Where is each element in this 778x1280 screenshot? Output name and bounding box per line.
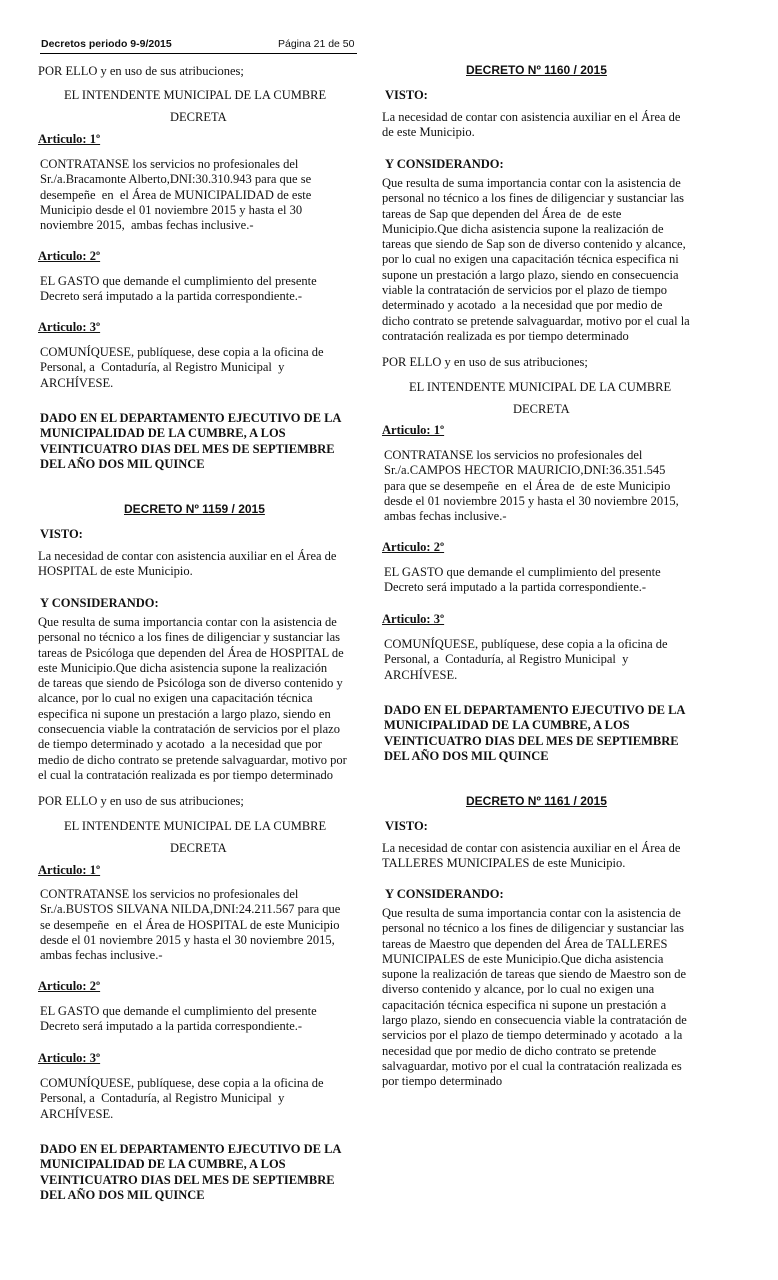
visto-label-1160: VISTO: xyxy=(385,88,428,102)
decreta-heading-2: DECRETA xyxy=(170,841,227,855)
article-3-text-1160: COMUNÍQUESE, publíquese, dese copia a la oficina de Personal, a Contaduría, al Registro Municipal y ARCHÍVESE. xyxy=(384,637,668,682)
intendente-heading: EL INTENDENTE MUNICIPAL DE LA CUMBRE xyxy=(64,88,327,102)
decreta-heading-1160: DECRETA xyxy=(513,402,570,416)
considerando-text-1161: Que resulta de suma importancia contar con la asistencia de personal no técnico a los fines de diligenciar y sustanciar las tareas de Maestro que dependen del Área de TALLERES MUNICIPALES de este Municipio.Que dicha asistencia supone la realización de tareas que siendo de Maestro son de diverso contenido y alcance, por lo cual no exigen una capacitación técnica especifica ni supone un prestación a largo plazo, siendo en consecuencia viable la contratación de servicios por el plazo de tiempo determinado y acotado a la necesidad que por medio de dicho contrato se pretende salvaguardar, motivo por el cual la contratación realizada es por tiempo determinado xyxy=(382,906,687,1089)
visto-text-1161: La necesidad de contar con asistencia auxiliar en el Área de TALLERES MUNICIPALES de este Municipio. xyxy=(382,841,681,871)
intendente-heading-2: EL INTENDENTE MUNICIPAL DE LA CUMBRE xyxy=(64,819,327,833)
considerando-block xyxy=(38,615,357,785)
considerando-label: Y CONSIDERANDO: xyxy=(40,596,159,610)
article-2-block-1160 xyxy=(384,565,702,597)
por-ello-text: POR ELLO y en uso de sus atribuciones; xyxy=(38,64,244,78)
article-3-block-1160 xyxy=(384,637,702,685)
visto-label: VISTO: xyxy=(40,527,83,541)
decree-1159-title: DECRETO Nº 1159 / 2015 xyxy=(124,502,265,516)
article-2-label-1160: Articulo: 2º xyxy=(382,540,445,554)
article-1-text-2: CONTRATANSE los servicios no profesionales del Sr./a.BUSTOS SILVANA NILDA,DNI:24.211.567 para que se desempeñe en el Área de HOSPITAL de este Municipio desde el 01 noviembre 2015 y hasta el 30 noviembre 2015, ambas fechas inclusive.- xyxy=(40,887,341,963)
article-1-text: CONTRATANSE los servicios no profesionales del Sr./a.Bracamonte Alberto,DNI:30.310.943 para que se desempeñe en el Área de MUNICIPALIDAD de este Municipio desde el 01 noviembre 2015 y hasta el 30 noviembre 2015, ambas fechas inclusive.- xyxy=(40,157,312,233)
considerando-text-1160: Que resulta de suma importancia contar con la asistencia de personal no técnico a los fines de diligenciar y sustanciar las tareas de Sap que dependen del Área de de este Municipio.Que dicha asistencia supone la realización de tareas que siendo de Sap son de diverso contenido y alcance, por lo cual no exigen una capacitación técnica especifica ni supone un prestación a largo plazo, siendo en consecuencia viable la contratación de servicios por el plazo de tiempo determinado y acotado a la necesidad que por medio de dicho contrato se pretende salvaguardar, motivo por el cual la contratación realizada es por tiempo determinado xyxy=(382,176,690,343)
article-1-text-1160: CONTRATANSE los servicios no profesionales del Sr./a.CAMPOS HECTOR MAURICIO,DNI:36.351.545 para que se desempeñe en el Área de de este Municipio desde el 01 noviembre 2015 y hasta el 30 noviembre 2015, ambas fechas inclusive.- xyxy=(384,448,679,524)
dado-block-1160 xyxy=(384,703,702,767)
article-2-label-2: Articulo: 2º xyxy=(38,979,101,993)
visto-text-1160: La necesidad de contar con asistencia auxiliar en el Área de de este Municipio. xyxy=(382,110,681,140)
header-period: Decretos periodo 9-9/2015 xyxy=(41,38,172,50)
article-2-text-1160: EL GASTO que demande el cumplimiento del presente Decreto será imputado a la partida correspondiente.- xyxy=(384,565,661,595)
decree-1161-title: DECRETO Nº 1161 / 2015 xyxy=(466,794,607,808)
decreta-heading: DECRETA xyxy=(170,110,227,124)
considerando-text: Que resulta de suma importancia contar con la asistencia de personal no técnico a los fines de diligenciar y sustanciar las tareas de Psicóloga que dependen del Área de HOSPITAL de este Municipio.Que dicha asistencia supone la realización de tareas que siendo de Psicóloga son de diverso contenido y alcance, por lo cual no exigen una capacitación técnica especifica ni supone un prestación a largo plazo, siendo en consecuencia viable la contratación de servicios por el plazo de tiempo determinado y acotado a la necesidad que por medio de dicho contrato se pretende salvaguardar, motivo por el cual la contratación realizada es por tiempo determinado xyxy=(38,615,347,782)
article-3-block xyxy=(40,345,357,393)
considerando-label-1160: Y CONSIDERANDO: xyxy=(385,157,504,171)
page-header xyxy=(40,37,357,54)
dado-text-2: DADO EN EL DEPARTAMENTO EJECUTIVO DE LA MUNICIPALIDAD DE LA CUMBRE, A LOS VEINTICUATRO DIAS DEL MES DE SEPTIEMBRE DEL AÑO DOS MIL QUINCE xyxy=(40,1142,342,1202)
header-page-number: Página 21 de 50 xyxy=(278,38,355,50)
article-1-label-1160: Articulo: 1º xyxy=(382,423,445,437)
article-1-block-1160 xyxy=(384,448,702,528)
por-ello-text-2: POR ELLO y en uso de sus atribuciones; xyxy=(38,794,244,808)
dado-block xyxy=(40,411,357,475)
article-1-label-2: Articulo: 1º xyxy=(38,863,101,877)
dado-block-2 xyxy=(40,1142,357,1206)
article-1-block xyxy=(40,157,357,237)
article-3-label-1160: Articulo: 3º xyxy=(382,612,445,626)
por-ello-text-1160: POR ELLO y en uso de sus atribuciones; xyxy=(382,355,588,369)
visto-label-1161: VISTO: xyxy=(385,819,428,833)
article-3-label: Articulo: 3º xyxy=(38,320,101,334)
article-2-block-2 xyxy=(40,1004,357,1036)
visto-text: La necesidad de contar con asistencia auxiliar en el Área de HOSPITAL de este Municipio. xyxy=(38,549,337,579)
visto-block-1161 xyxy=(382,841,702,873)
article-2-block xyxy=(40,274,357,306)
article-3-label-2: Articulo: 3º xyxy=(38,1051,101,1065)
article-2-text: EL GASTO que demande el cumplimiento del presente Decreto será imputado a la partida correspondiente.- xyxy=(40,274,317,304)
visto-block xyxy=(38,549,357,581)
considerando-block-1160 xyxy=(382,176,702,346)
article-3-block-2 xyxy=(40,1076,357,1124)
article-2-text-2: EL GASTO que demande el cumplimiento del presente Decreto será imputado a la partida correspondiente.- xyxy=(40,1004,317,1034)
article-3-text-2: COMUNÍQUESE, publíquese, dese copia a la oficina de Personal, a Contaduría, al Registro Municipal y ARCHÍVESE. xyxy=(40,1076,324,1121)
article-1-label: Articulo: 1º xyxy=(38,132,101,146)
decree-1160-title: DECRETO Nº 1160 / 2015 xyxy=(466,63,607,77)
dado-text: DADO EN EL DEPARTAMENTO EJECUTIVO DE LA MUNICIPALIDAD DE LA CUMBRE, A LOS VEINTICUATRO DIAS DEL MES DE SEPTIEMBRE DEL AÑO DOS MIL QUINCE xyxy=(40,411,342,471)
article-1-block-2 xyxy=(40,887,357,967)
article-2-label: Articulo: 2º xyxy=(38,249,101,263)
intendente-heading-1160: EL INTENDENTE MUNICIPAL DE LA CUMBRE xyxy=(409,380,672,394)
considerando-label-1161: Y CONSIDERANDO: xyxy=(385,887,504,901)
visto-block-1160 xyxy=(382,110,702,142)
considerando-block-1161 xyxy=(382,906,702,1092)
article-3-text: COMUNÍQUESE, publíquese, dese copia a la oficina de Personal, a Contaduría, al Registro Municipal y ARCHÍVESE. xyxy=(40,345,324,390)
dado-text-1160: DADO EN EL DEPARTAMENTO EJECUTIVO DE LA MUNICIPALIDAD DE LA CUMBRE, A LOS VEINTICUATRO DIAS DEL MES DE SEPTIEMBRE DEL AÑO DOS MIL QUINCE xyxy=(384,703,686,763)
